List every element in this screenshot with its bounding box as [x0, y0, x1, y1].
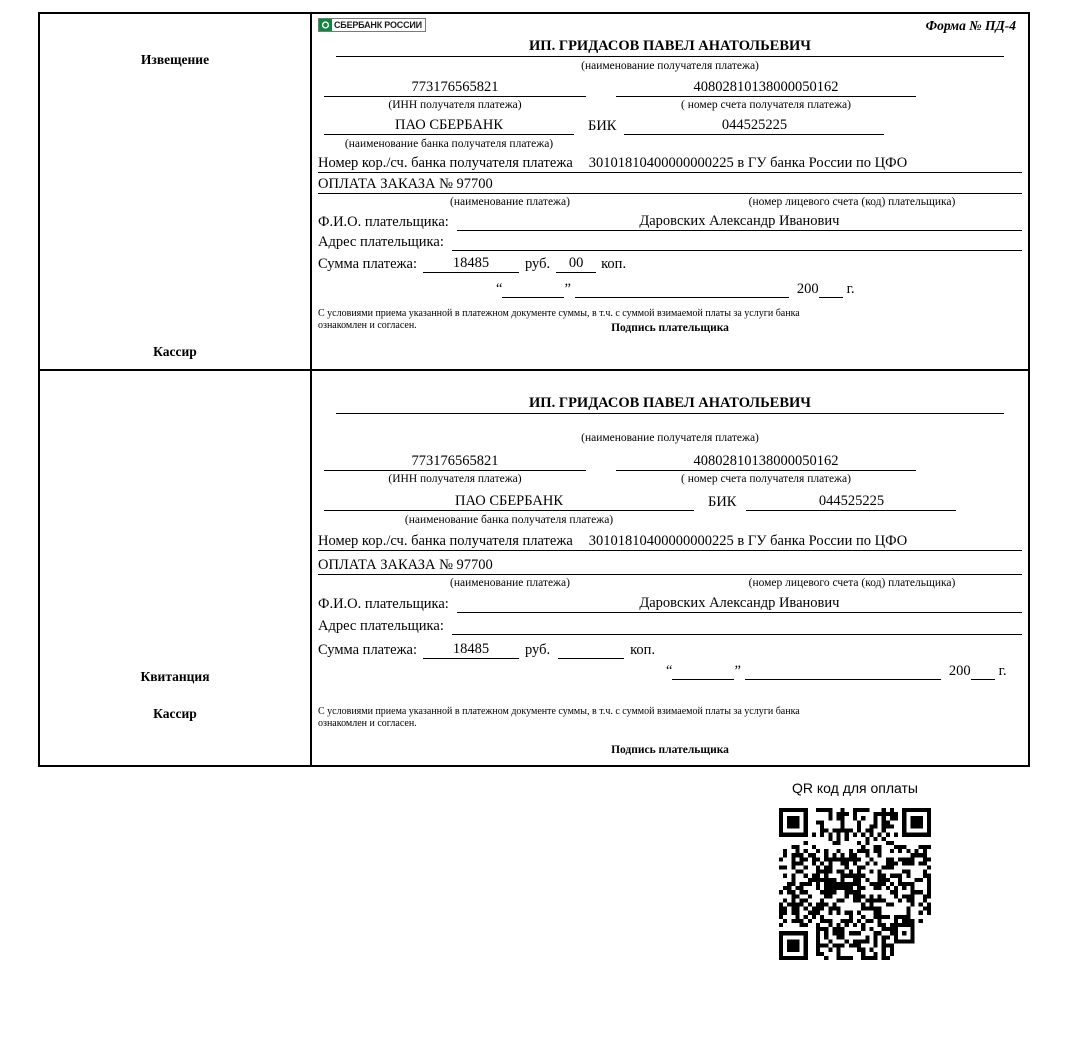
qr-title: QR код для оплаты	[791, 780, 918, 796]
receipt-month-field[interactable]	[745, 679, 941, 680]
notice-signature-label: Подпись плательщика	[611, 322, 729, 334]
receipt-inn-value: 773176565821	[324, 453, 586, 471]
sberbank-logo	[318, 18, 426, 32]
notice-year-field[interactable]	[819, 297, 843, 298]
notice-inn-account-row	[318, 79, 1022, 97]
notice-personal-account-caption: (номер лицевого счета (код) плательщика)	[748, 196, 956, 208]
receipt-corr-value: 30101810400000000225 в ГУ банка России по ЦФО	[588, 533, 908, 549]
notice-rub-word: руб.	[525, 256, 551, 272]
notice-date-row	[318, 281, 1022, 298]
payment-form	[38, 12, 1030, 767]
receipt-payer-label: Ф.И.О. плательщика:	[318, 596, 449, 612]
receipt-inn-caption: (ИНН получателя платежа)	[388, 473, 522, 485]
notice-corr-value: 30101810400000000225 в ГУ банка России по ЦФО	[588, 155, 908, 171]
receipt-inn-account-row	[318, 453, 1022, 471]
receipt-year-field[interactable]	[971, 679, 995, 680]
receipt-address-row	[318, 618, 1022, 635]
receipt-bik-label: БИК	[708, 494, 737, 510]
receipt-date-quote-close: ”	[734, 663, 741, 679]
receipt-sum-kop	[558, 658, 624, 659]
notice-month-field[interactable]	[575, 297, 789, 298]
receipt-recipient-name: ИП. ГРИДАСОВ ПАВЕЛ АНАТОЛЬЕВИЧ	[336, 395, 1004, 414]
notice-year-suffix: г.	[846, 281, 855, 297]
receipt-right-column	[312, 371, 1028, 765]
receipt-recipient-caption: (наименование получателя платежа)	[581, 432, 759, 444]
notice-payer-label: Ф.И.О. плательщика:	[318, 214, 449, 230]
notice-inn-account-captions	[318, 97, 1022, 114]
receipt-cashier-label: Кассир	[153, 706, 197, 721]
receipt-terms-line2: ознакомлен и согласен.	[318, 718, 417, 729]
notice-bik-label: БИК	[588, 118, 617, 134]
receipt-section	[40, 369, 1028, 765]
notice-inn-value: 773176565821	[324, 79, 586, 97]
notice-bank-name: ПАО СБЕРБАНК	[324, 117, 574, 135]
receipt-bik-value: 044525225	[746, 493, 956, 511]
notice-address-label: Адрес плательщика:	[318, 234, 444, 250]
notice-recipient-caption: (наименование получателя платежа)	[581, 60, 759, 72]
notice-address-row	[318, 234, 1022, 251]
receipt-year-prefix: 200	[948, 663, 971, 679]
receipt-inn-account-captions	[318, 471, 1022, 488]
receipt-day-field[interactable]	[672, 679, 734, 680]
notice-payer-name: Даровских Александр Иванович	[457, 213, 1022, 231]
receipt-address-value	[452, 634, 1022, 635]
notice-header-row	[318, 18, 1022, 36]
notice-bank-caption: (наименование банка получателя платежа)	[344, 138, 554, 150]
notice-recipient-name: ИП. ГРИДАСОВ ПАВЕЛ АНАТОЛЬЕВИЧ	[336, 38, 1004, 57]
notice-bank-caption-row	[318, 135, 1022, 153]
notice-terms-line2: ознакомлен и согласен.	[318, 320, 417, 331]
receipt-bank-name: ПАО СБЕРБАНК	[324, 493, 694, 511]
receipt-purpose-value: ОПЛАТА ЗАКАЗА № 97700	[318, 557, 493, 573]
sberbank-logo-text: СБЕРБАНК РОССИИ	[334, 20, 422, 30]
notice-inn-caption: (ИНН получателя платежа)	[388, 99, 522, 111]
notice-address-value	[452, 250, 1022, 251]
receipt-sum-rub: 18485	[423, 641, 519, 659]
receipt-account-caption: ( номер счета получателя платежа)	[681, 473, 851, 485]
receipt-corr-row	[318, 533, 1022, 551]
notice-cashier-label: Кассир	[153, 344, 197, 359]
receipt-sum-row	[318, 641, 1022, 659]
form-number: Форма № ПД-4	[925, 18, 1016, 33]
notice-terms-line1: С условиями приема указанной в платежном документе суммы, в т.ч. с суммой взимаемой платы за услуги банка	[318, 308, 800, 319]
receipt-purpose-caption: (наименование платежа)	[450, 577, 570, 589]
notice-right-column	[312, 14, 1028, 369]
receipt-date-quote-open: “	[666, 663, 673, 679]
notice-date-quote-open: “	[496, 281, 503, 297]
notice-sum-label: Сумма платежа:	[318, 256, 417, 272]
receipt-personal-account-caption: (номер лицевого счета (код) плательщика)	[748, 577, 956, 589]
notice-bik-value: 044525225	[624, 117, 884, 135]
notice-corr-row	[318, 155, 1022, 173]
receipt-rub-word: руб.	[525, 642, 551, 658]
receipt-terms-line1: С условиями приема указанной в платежном документе суммы, в т.ч. с суммой взимаемой платы за услуги банка	[318, 706, 800, 717]
receipt-corr-label: Номер кор./сч. банка получателя платежа	[318, 533, 573, 549]
receipt-label: Квитанция	[140, 669, 210, 684]
notice-purpose-value: ОПЛАТА ЗАКАЗА № 97700	[318, 176, 493, 192]
sberbank-mark-icon	[319, 19, 332, 31]
receipt-payer-name: Даровских Александр Иванович	[457, 595, 1022, 613]
receipt-purpose-row	[318, 557, 1022, 575]
receipt-account-value: 40802810138000050162	[616, 453, 916, 471]
notice-left-column	[40, 14, 312, 369]
notice-kop-word: коп.	[601, 256, 627, 272]
notice-purpose-caption: (наименование платежа)	[450, 196, 570, 208]
receipt-bank-caption-row	[318, 511, 1022, 529]
notice-day-field[interactable]	[502, 297, 564, 298]
notice-purpose-captions	[318, 194, 1022, 211]
notice-corr-label: Номер кор./сч. банка получателя платежа	[318, 155, 573, 171]
notice-label: Извещение	[140, 52, 210, 67]
notice-account-value: 40802810138000050162	[616, 79, 916, 97]
notice-payer-row	[318, 213, 1022, 231]
receipt-kop-word: коп.	[630, 642, 656, 658]
qr-block	[770, 780, 940, 966]
notice-purpose-row	[318, 176, 1022, 194]
receipt-signature-label: Подпись плательщика	[611, 744, 729, 756]
receipt-bank-row	[318, 493, 1022, 511]
notice-sum-row	[318, 255, 1022, 273]
notice-sum-rub: 18485	[423, 255, 519, 273]
notice-account-caption: ( номер счета получателя платежа)	[681, 99, 851, 111]
receipt-year-suffix: г.	[998, 663, 1007, 679]
notice-section	[40, 14, 1028, 369]
notice-bank-row	[318, 117, 1022, 135]
receipt-bank-caption: (наименование банка получателя платежа)	[404, 514, 614, 526]
receipt-sum-label: Сумма платежа:	[318, 642, 417, 658]
notice-year-prefix: 200	[796, 281, 819, 297]
receipt-payer-row	[318, 595, 1022, 613]
receipt-address-label: Адрес плательщика:	[318, 618, 444, 634]
receipt-purpose-captions	[318, 575, 1022, 592]
qr-code-image	[773, 802, 937, 966]
notice-sum-kop: 00	[556, 255, 596, 273]
receipt-left-column	[40, 371, 312, 765]
receipt-date-row	[318, 663, 1022, 680]
notice-date-quote-close: ”	[564, 281, 571, 297]
